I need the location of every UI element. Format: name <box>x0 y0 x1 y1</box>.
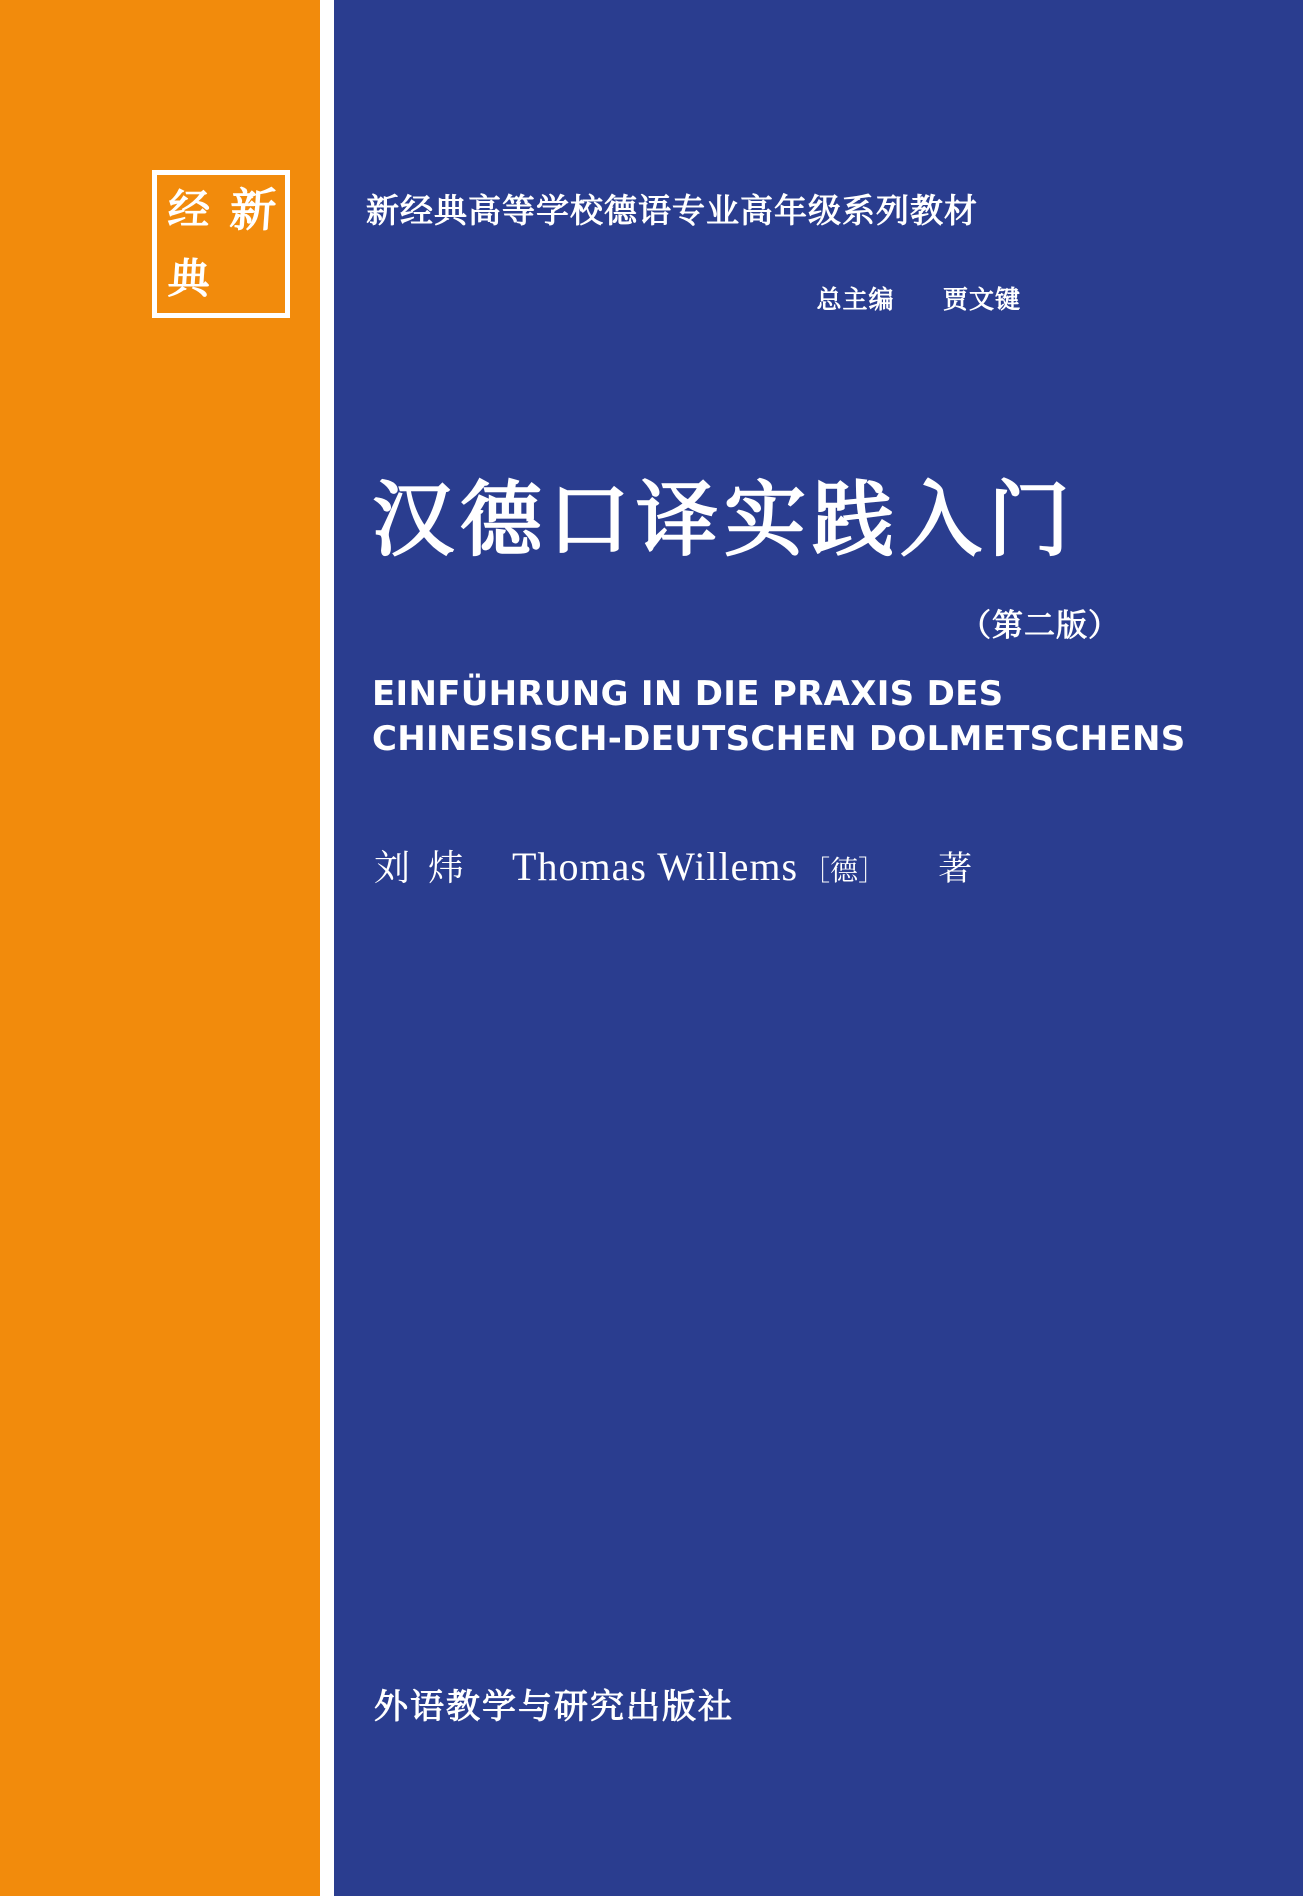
page-title: 汉德口译实践入门 <box>372 473 1077 568</box>
series-editor-name: 贾文键 <box>942 285 1021 314</box>
publisher-name: 外语教学与研究出版社 <box>374 1687 734 1727</box>
author-role-label: 著 <box>938 849 973 889</box>
seal-character-dian: 典 <box>166 253 212 303</box>
author-name-latin: Thomas Willems <box>512 844 799 889</box>
seal-character-jing: 经 <box>166 184 212 234</box>
german-subtitle <box>372 672 1186 762</box>
series-title: 新经典高等学校德语专业高年级系列教材 <box>366 191 978 230</box>
author-country-tag: ［德］ <box>802 854 887 887</box>
author-name-cn: 刘炜 <box>374 848 483 889</box>
german-subtitle-line-1: EINFÜHRUNG IN DIE PRAXIS DES <box>372 674 1004 714</box>
series-editor-label: 总主编 <box>816 285 895 314</box>
seal-logo <box>152 170 290 318</box>
edition-label: （第二版） <box>960 608 1120 644</box>
series-editor <box>366 280 1166 316</box>
author-line <box>374 840 972 891</box>
seal-character-xin: 新 <box>228 182 278 237</box>
bottom-orange-accent <box>0 1836 320 1896</box>
band-separator <box>320 0 334 1896</box>
german-subtitle-line-2: CHINESISCH-DEUTSCHEN DOLMETSCHENS <box>372 718 1186 759</box>
